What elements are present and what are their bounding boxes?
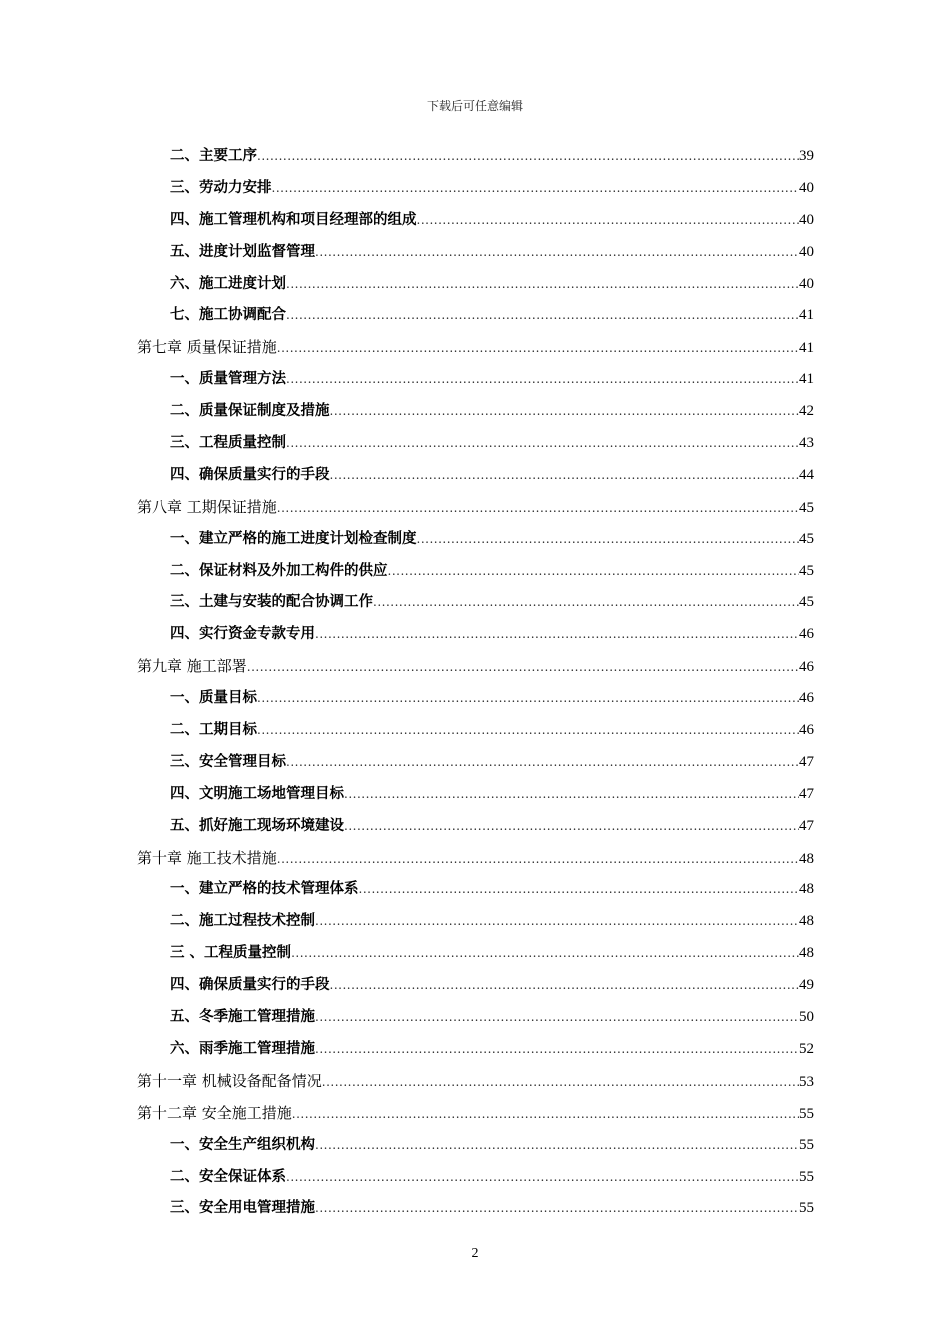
toc-entry-page: 50 [799,1009,814,1026]
toc-dot-leader [286,428,799,460]
toc-entry-label: 二、施工过程技术控制 [170,913,315,930]
page-number: 2 [471,1246,479,1261]
toc-dot-leader [330,970,800,1002]
toc-section-entry[interactable] [137,1193,814,1225]
toc-section-entry[interactable] [137,396,814,428]
toc-entry-label: 一、质量目标 [170,690,257,707]
toc-entry-label: 二、质量保证制度及措施 [170,403,330,420]
toc-chapter-entry[interactable] [137,1066,814,1098]
toc-entry-page: 44 [799,466,814,483]
toc-dot-leader [277,333,799,365]
toc-entry-label: 第九章 施工部署 [137,657,247,676]
toc-dot-leader [315,906,799,938]
toc-dot-leader [315,237,799,269]
toc-section-entry[interactable] [137,747,814,779]
toc-chapter-entry[interactable] [137,843,814,875]
toc-section-entry[interactable] [137,173,814,205]
toc-dot-leader [388,556,800,588]
toc-entry-page: 41 [799,340,814,357]
toc-entry-label: 三 、工程质量控制 [170,945,292,962]
toc-entry-label: 三、土建与安装的配合协调工作 [170,594,373,611]
toc-entry-page: 55 [799,1136,814,1153]
toc-dot-leader [257,715,799,747]
toc-dot-leader [257,141,799,173]
toc-entry-label: 四、确保质量实行的手段 [170,977,330,994]
toc-entry-page: 53 [799,1073,814,1090]
toc-section-entry[interactable] [137,779,814,811]
toc-section-entry[interactable] [137,141,814,173]
toc-entry-page: 46 [799,626,814,643]
toc-section-entry[interactable] [137,364,814,396]
toc-dot-leader [315,1002,799,1034]
toc-entry-page: 42 [799,403,814,420]
toc-section-entry[interactable] [137,1162,814,1194]
toc-dot-leader [359,874,800,906]
toc-section-entry[interactable] [137,556,814,588]
toc-section-entry[interactable] [137,524,814,556]
toc-entry-label: 二、保证材料及外加工构件的供应 [170,562,388,579]
toc-section-entry[interactable] [137,269,814,301]
toc-dot-leader [272,173,800,205]
toc-section-entry[interactable] [137,906,814,938]
toc-entry-page: 48 [799,881,814,898]
toc-entry-label: 五、抓好施工现场环境建设 [170,817,344,834]
toc-entry-page: 55 [799,1200,814,1217]
toc-dot-leader [286,1162,799,1194]
toc-chapter-entry[interactable] [137,651,814,683]
toc-entry-page: 47 [799,753,814,770]
toc-entry-label: 第八章 工期保证措施 [137,497,277,516]
toc-section-entry[interactable] [137,811,814,843]
toc-chapter-entry[interactable] [137,492,814,524]
toc-entry-page: 48 [799,945,814,962]
toc-dot-leader [292,1099,799,1131]
toc-entry-label: 七、施工协调配合 [170,307,286,324]
toc-entry-page: 39 [799,148,814,164]
toc-dot-leader [417,524,800,556]
toc-section-entry[interactable] [137,619,814,651]
toc-dot-leader [315,1130,799,1162]
toc-chapter-entry[interactable] [137,332,814,364]
toc-entry-page: 45 [799,530,814,547]
toc-entry-label: 六、施工进度计划 [170,275,286,292]
table-of-contents [137,141,814,1225]
toc-dot-leader [373,587,799,619]
toc-entry-label: 四、确保质量实行的手段 [170,466,330,483]
toc-entry-page: 40 [799,243,814,260]
toc-dot-leader [286,364,799,396]
toc-section-entry[interactable] [137,874,814,906]
toc-section-entry[interactable] [137,970,814,1002]
toc-entry-label: 三、安全用电管理措施 [170,1200,315,1217]
toc-dot-leader [417,205,800,237]
toc-dot-leader [277,493,799,525]
toc-entry-label: 四、实行资金专款专用 [170,626,315,643]
toc-entry-label: 四、文明施工场地管理目标 [170,785,344,802]
toc-dot-leader [330,460,800,492]
toc-entry-page: 46 [799,690,814,707]
toc-entry-page: 46 [799,722,814,739]
toc-entry-page: 47 [799,785,814,802]
toc-entry-label: 第七章 质量保证措施 [137,338,277,357]
toc-chapter-entry[interactable] [137,1098,814,1130]
toc-entry-label: 二、安全保证体系 [170,1168,286,1185]
toc-entry-label: 三、安全管理目标 [170,753,286,770]
toc-entry-page: 40 [799,211,814,228]
toc-section-entry[interactable] [137,587,814,619]
toc-entry-label: 五、冬季施工管理措施 [170,1009,315,1026]
toc-entry-page: 45 [799,562,814,579]
toc-entry-label: 三、劳动力安排 [170,179,272,196]
toc-entry-label: 一、质量管理方法 [170,371,286,388]
toc-entry-label: 五、进度计划监督管理 [170,243,315,260]
toc-dot-leader [286,269,799,301]
toc-entry-page: 45 [799,594,814,611]
toc-entry-label: 二、工期目标 [170,722,257,739]
toc-entry-label: 第十二章 安全施工措施 [137,1103,292,1122]
toc-dot-leader [344,811,799,843]
toc-entry-label: 二、主要工序 [170,148,257,164]
toc-entry-page: 41 [799,371,814,388]
toc-entry-label: 一、安全生产组织机构 [170,1136,315,1153]
toc-dot-leader [315,619,799,651]
toc-section-entry[interactable] [137,205,814,237]
toc-entry-label: 一、建立严格的施工进度计划检查制度 [170,530,417,547]
toc-entry-label: 四、施工管理机构和项目经理部的组成 [170,211,417,228]
toc-section-entry[interactable] [137,300,814,332]
toc-dot-leader [247,652,799,684]
toc-dot-leader [315,1193,799,1225]
toc-section-entry[interactable] [137,1002,814,1034]
toc-entry-page: 40 [799,275,814,292]
toc-dot-leader [291,938,799,970]
toc-dot-leader [277,844,799,876]
toc-section-entry[interactable] [137,428,814,460]
toc-entry-page: 47 [799,817,814,834]
toc-entry-page: 46 [799,659,814,676]
toc-section-entry[interactable] [137,460,814,492]
toc-dot-leader [315,1034,799,1066]
toc-entry-page: 45 [799,499,814,516]
toc-dot-leader [330,396,800,428]
toc-dot-leader [286,300,799,332]
toc-entry-page: 48 [799,850,814,867]
toc-section-entry[interactable] [137,1130,814,1162]
toc-dot-leader [344,779,799,811]
toc-dot-leader [322,1067,799,1099]
toc-entry-page: 49 [799,977,814,994]
toc-entry-page: 48 [799,913,814,930]
toc-section-entry[interactable] [137,938,814,970]
toc-entry-label: 三、工程质量控制 [170,435,286,452]
toc-entry-label: 一、建立严格的技术管理体系 [170,881,359,898]
toc-section-entry[interactable] [137,1034,814,1066]
toc-dot-leader [257,683,799,715]
toc-entry-page: 40 [799,179,814,196]
toc-entry-page: 55 [799,1168,814,1185]
toc-entry-label: 第十一章 机械设备配备情况 [137,1071,322,1090]
page-header: 下载后可任意编辑 [426,99,523,113]
toc-section-entry[interactable] [137,237,814,269]
toc-entry-page: 55 [799,1105,814,1122]
toc-entry-page: 41 [799,307,814,324]
toc-dot-leader [286,747,799,779]
toc-section-entry[interactable] [137,715,814,747]
toc-entry-label: 六、雨季施工管理措施 [170,1040,315,1057]
toc-entry-page: 43 [799,435,814,452]
toc-section-entry[interactable] [137,683,814,715]
toc-entry-page: 52 [799,1040,814,1057]
toc-entry-label: 第十章 施工技术措施 [137,848,277,867]
